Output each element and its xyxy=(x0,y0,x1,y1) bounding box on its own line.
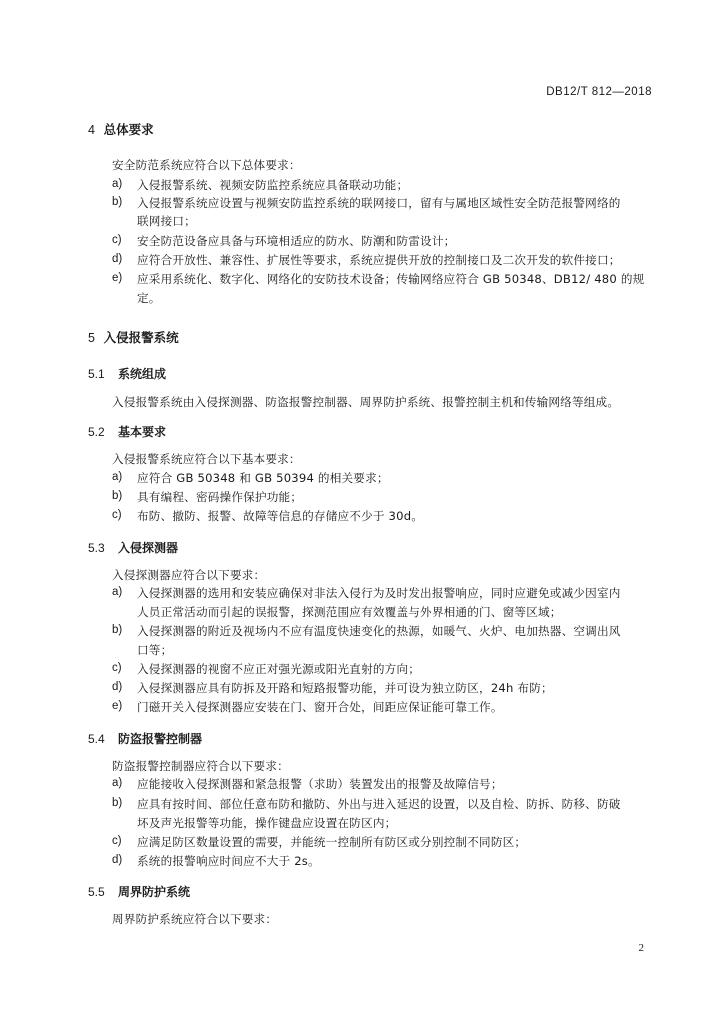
subsection-5-5-heading xyxy=(88,883,190,900)
list-item-text-cont: 联网接口； xyxy=(137,214,196,228)
list-item-label: b) xyxy=(112,490,123,502)
list-item-label: c) xyxy=(112,835,122,847)
list-item-label: e) xyxy=(112,272,123,284)
list-item-label: c) xyxy=(112,509,122,521)
subsection-title: 入侵探测器 xyxy=(118,541,179,555)
subsection-number: 5.3 xyxy=(88,541,105,555)
list-item-text: 应能接收入侵探测器和紧急报警（求助）装置发出的报警及故障信号； xyxy=(137,777,503,791)
subsection-5-3-heading xyxy=(88,539,178,556)
list-item-text-cont: 口等； xyxy=(137,643,173,657)
subsection-5-1-text: 入侵报警系统由入侵探测器、防盗报警控制器、周界防护系统、报警控制主机和传输网络等组成。 xyxy=(112,395,620,409)
list-item-text: 入侵报警系统应设置与视频安防监控系统的联网接口，留有与属地区域性安全防范报警网络的 xyxy=(137,196,621,210)
section-5-heading xyxy=(88,328,179,346)
subsection-title: 基本要求 xyxy=(118,425,167,439)
subsection-number: 5.1 xyxy=(88,367,105,381)
document-code-header: DB12/T 812—2018 xyxy=(546,86,652,98)
list-item-text: 入侵探测器应具有防拆及开路和短路报警功能，并可设为独立防区，24h 布防； xyxy=(137,681,553,695)
subsection-5-1-heading xyxy=(88,365,166,382)
subsection-title: 周界防护系统 xyxy=(118,885,191,899)
subsection-number: 5.5 xyxy=(88,885,105,899)
list-item-text: 系统的报警响应时间应不大于 2s。 xyxy=(137,854,320,868)
list-item-label: b) xyxy=(112,624,123,636)
list-item-label: d) xyxy=(112,681,123,693)
subsection-5-2-intro: 入侵报警系统应符合以下基本要求： xyxy=(112,452,301,466)
list-item-text: 应符合开放性、兼容性、扩展性等要求，系统应提供开放的控制接口及二次开发的软件接口； xyxy=(137,253,621,267)
section-4-intro: 安全防范系统应符合以下总体要求： xyxy=(112,158,301,172)
section-number: 5 xyxy=(88,331,95,345)
list-item-label: d) xyxy=(112,253,123,265)
list-item-text: 应满足防区数量设置的需要，并能统一控制所有防区或分别控制不同防区； xyxy=(137,835,527,849)
subsection-5-4-heading xyxy=(88,730,202,747)
list-item-label: a) xyxy=(112,471,123,483)
list-item-text: 布防、撤防、报警、故障等信息的存储应不少于 30d。 xyxy=(137,509,424,523)
subsection-title: 系统组成 xyxy=(118,367,167,381)
section-title: 总体要求 xyxy=(103,122,154,137)
subsection-number: 5.2 xyxy=(88,425,105,439)
subsection-5-2-heading xyxy=(88,423,166,440)
list-item-text: 应符合 GB 50348 和 GB 50394 的相关要求； xyxy=(137,471,389,485)
list-item-label: a) xyxy=(112,178,123,190)
list-item-label: a) xyxy=(112,586,123,598)
subsection-5-5-intro: 周界防护系统应符合以下要求： xyxy=(112,912,278,926)
list-item-label: c) xyxy=(112,234,122,246)
list-item-text: 具有编程、密码操作保护功能； xyxy=(137,490,303,504)
list-item-text-cont: 坏及声光报警等功能，操作键盘应设置在防区内； xyxy=(137,816,397,830)
list-item-text: 入侵探测器的附近及视场内不应有温度快速变化的热源，如暖气、火炉、电加热器、空调出风 xyxy=(137,624,621,638)
list-item-label: c) xyxy=(112,662,122,674)
list-item-text: 安全防范设备应具备与环境相适应的防水、防潮和防雷设计； xyxy=(137,234,456,248)
page-number: 2 xyxy=(638,942,644,954)
list-item-label: e) xyxy=(112,700,123,712)
list-item-label: a) xyxy=(112,777,123,789)
list-item-label: b) xyxy=(112,797,123,809)
list-item-text: 门磁开关入侵探测器应安装在门、窗开合处，间距应保证能可靠工作。 xyxy=(137,700,503,714)
section-number: 4 xyxy=(88,123,95,137)
list-item-label: d) xyxy=(112,854,123,866)
list-item-text-cont: 定。 xyxy=(137,291,161,305)
subsection-5-4-intro: 防盗报警控制器应符合以下要求： xyxy=(112,759,289,773)
section-title: 入侵报警系统 xyxy=(103,330,179,345)
subsection-title: 防盗报警控制器 xyxy=(118,732,203,746)
list-item-label: b) xyxy=(112,196,123,208)
list-item-text-cont: 人员正常活动而引起的误报警，探测范围应有效覆盖与外界相通的门、窗等区域； xyxy=(137,605,562,619)
list-item-text: 应具有按时间、部位任意布防和撤防、外出与进入延迟的设置，以及自检、防拆、防移、防破 xyxy=(137,797,621,811)
list-item-text: 应采用系统化、数字化、网络化的安防技术设备；传输网络应符合 GB 50348、DB12/ 480 的规 xyxy=(137,272,645,286)
subsection-5-3-intro: 入侵探测器应符合以下要求： xyxy=(112,568,266,582)
list-item-text: 入侵探测器的选用和安装应确保对非法入侵行为及时发出报警响应，同时应避免或减少因室内 xyxy=(137,586,621,600)
section-4-heading xyxy=(88,120,154,138)
list-item-text: 入侵报警系统、视频安防监控系统应具备联动功能； xyxy=(137,178,409,192)
list-item-text: 入侵探测器的视窗不应正对强光源或阳光直射的方向； xyxy=(137,662,421,676)
subsection-number: 5.4 xyxy=(88,732,105,746)
